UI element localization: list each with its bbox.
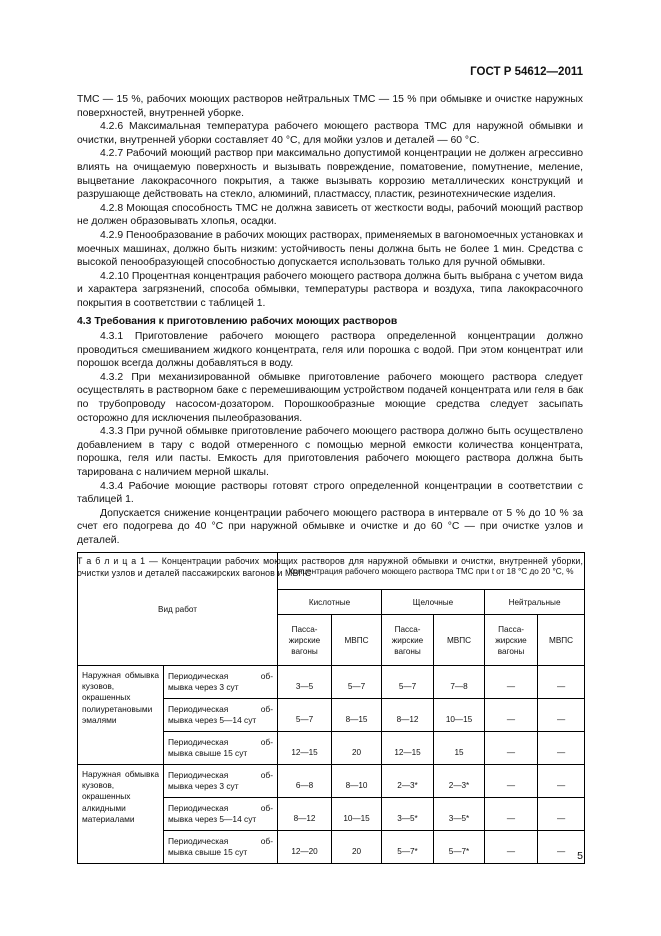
header-mvps: МВПС	[538, 615, 585, 666]
table-row	[78, 765, 585, 798]
value-cell: 7—8	[434, 666, 485, 699]
header-work-type: Вид работ	[78, 553, 278, 666]
period-line: Периодическая об-	[168, 769, 274, 780]
value-cell: —	[538, 699, 585, 732]
section-heading: 4.3 Требования к приготовлению рабочих моющих растворов	[77, 315, 398, 327]
period-line: Периодическая об-	[168, 835, 274, 846]
paragraph: Допускается снижение концентрации рабочего моющего раствора в интервале от 5 % до 10 % за счет его подогрева до 40 °С при наружной обмывке и очистке и до 60 °С — при очистке узлов и деталей.	[77, 507, 583, 546]
value-cell: —	[485, 666, 538, 699]
value-cell: 20	[332, 732, 382, 765]
value-cell: 3—5	[278, 666, 332, 699]
period-line: мывка через 3 сут	[168, 682, 239, 692]
header-group: Щелочные	[382, 590, 485, 615]
period-line: Периодическая об-	[168, 703, 274, 714]
period-line: Периодическая об-	[168, 670, 274, 681]
header-group: Нейтральные	[485, 590, 585, 615]
table-header-row	[78, 553, 585, 590]
paragraph: 4.2.7 Рабочий моющий раствор при максимально допустимой концентрации не должен агрессивно влиять на очищаемую поверхность и вызывать повреждение, поматовение, помутнение, меление, выцветание лакокрасочного покрытия, а также вызывать коррозию металлических конструкций и разрушающе действовать на стекло, алюминий, пластмассу, пластик, резинотехнические изделия.	[77, 148, 583, 201]
period-cell	[164, 699, 278, 732]
value-cell: 2—3*	[382, 765, 434, 798]
value-cell: 12—15	[278, 732, 332, 765]
period-cell	[164, 666, 278, 699]
value-cell: —	[485, 699, 538, 732]
period-line: Периодическая об-	[168, 736, 274, 747]
value-cell: 12—15	[382, 732, 434, 765]
paragraph: 4.3.1 Приготовление рабочего моющего раствора определенной концентрации должно проводиться смешиванием жидкого концентрата, геля или порошка с водой. При этом концентрат или порошок всегда должны добавляться в воду.	[77, 331, 583, 370]
value-cell: 5—7*	[382, 831, 434, 864]
table-caption: Т а б л и ц а 1 — Концентрации рабочих моющих растворов для наружной обмывки и очистки, внутренней уборки, очистки узлов и деталей пассажирских вагонов и МВПС	[77, 555, 583, 578]
value-cell: 3—5*	[434, 798, 485, 831]
table-row	[78, 666, 585, 699]
value-cell: 8—15	[332, 699, 382, 732]
work-kind-cell: Наружная обмывка кузовов, окрашенных полиуретановыми эмалями	[78, 666, 164, 765]
header-group: Кислотные	[278, 590, 382, 615]
header-passenger-cars: Пасса-жирские вагоны	[485, 615, 538, 666]
document-code: ГОСТ Р 54612—2011	[470, 66, 583, 78]
period-line: мывка через 5—14 сут	[168, 715, 257, 725]
period-cell	[164, 798, 278, 831]
paragraph: 4.3.3 При ручной обмывке приготовление рабочего моющего раствора должно быть осуществлено добавлением в тару с водой отмеренного с помощью мерной емкости количества концентрата, порошка, геля или пасты. Емкость для приготовления рабочего моющего раствора должна быть тарирована с наличием мерной шкалы.	[77, 426, 583, 479]
value-cell: —	[485, 732, 538, 765]
value-cell: —	[538, 732, 585, 765]
paragraph: ТМС — 15 %, рабочих моющих растворов нейтральных ТМС — 15 % при обмывке и очистке наружных поверхностей, внутренней уборке.	[77, 94, 583, 119]
value-cell: 5—7	[278, 699, 332, 732]
paragraph: 4.3.2 При механизированной обмывке приготовление рабочего моющего раствора следует осуществлять в растворном баке с перемешивающим устройством подачей концентрата или геля в бак по трубопроводу насосом-дозатором. Порошкообразные моющие средства следует засыпать осторожно для исключения пылеобразования.	[77, 371, 583, 424]
value-cell: —	[485, 831, 538, 864]
concentration-table	[77, 552, 585, 864]
paragraph: 4.2.9 Пенообразование в рабочих моющих растворах, применяемых в вагономоечных установках и моечных машинах, должно быть низким: устойчивость пены должна быть не более 1 мин. Средства с высокой пенообразующей способностью допускается использовать только для ручной обмывки.	[77, 229, 583, 269]
period-line: мывка через 5—14 сут	[168, 814, 257, 824]
period-line: мывка через 3 сут	[168, 781, 239, 791]
work-kind-cell: Наружная обмывка кузовов, окрашенных алкидными материалами	[78, 765, 164, 864]
paragraph: 4.2.10 Процентная концентрация рабочего моющего раствора должна быть выбрана с учетом вида и характера загрязнений, способа обмывки, температуры раствора и воздуха, типа лакокрасочного покрытия в соответствии с таблицей 1.	[77, 270, 583, 309]
header-passenger-cars: Пасса-жирские вагоны	[382, 615, 434, 666]
value-cell: 15	[434, 732, 485, 765]
value-cell: 5—7	[332, 666, 382, 699]
header-mvps: МВПС	[434, 615, 485, 666]
header-concentration: Концентрация рабочего моющего раствора ТМС при t от 18 °С до 20 °С, %	[278, 553, 585, 590]
paragraph: 4.3.4 Рабочие моющие растворы готовят строго определенной концентрации в соответствии с таблицей 1.	[77, 480, 583, 506]
period-line: Периодическая об-	[168, 802, 274, 813]
value-cell: 5—7	[382, 666, 434, 699]
value-cell: —	[538, 798, 585, 831]
period-cell	[164, 765, 278, 798]
value-cell: 20	[332, 831, 382, 864]
value-cell: —	[538, 666, 585, 699]
period-line: мывка свыше 15 сут	[168, 847, 248, 857]
value-cell: —	[485, 765, 538, 798]
value-cell: 10—15	[434, 699, 485, 732]
value-cell: 12—20	[278, 831, 332, 864]
value-cell: 6—8	[278, 765, 332, 798]
value-cell: 8—12	[278, 798, 332, 831]
value-cell: —	[538, 765, 585, 798]
value-cell: 2—3*	[434, 765, 485, 798]
value-cell: 10—15	[332, 798, 382, 831]
value-cell: 3—5*	[382, 798, 434, 831]
value-cell: 5—7*	[434, 831, 485, 864]
period-cell	[164, 732, 278, 765]
value-cell: —	[538, 831, 585, 864]
header-passenger-cars: Пасса-жирские вагоны	[278, 615, 332, 666]
period-line: мывка свыше 15 сут	[168, 748, 248, 758]
paragraph: 4.2.6 Максимальная температура рабочего моющего раствора ТМС для наружной обмывки и очистки, внутренней уборки составляет 40 °С, для мойки узлов и деталей — 60 °С.	[77, 121, 583, 146]
header-mvps: МВПС	[332, 615, 382, 666]
body-text	[77, 93, 583, 579]
page-number: 5	[577, 850, 583, 862]
period-cell	[164, 831, 278, 864]
paragraph: 4.2.8 Моющая способность ТМС не должна зависеть от жесткости воды, рабочий моющий раствор не должен образовывать хлопья, осадки.	[77, 202, 583, 228]
value-cell: 8—12	[382, 699, 434, 732]
value-cell: —	[485, 798, 538, 831]
value-cell: 8—10	[332, 765, 382, 798]
